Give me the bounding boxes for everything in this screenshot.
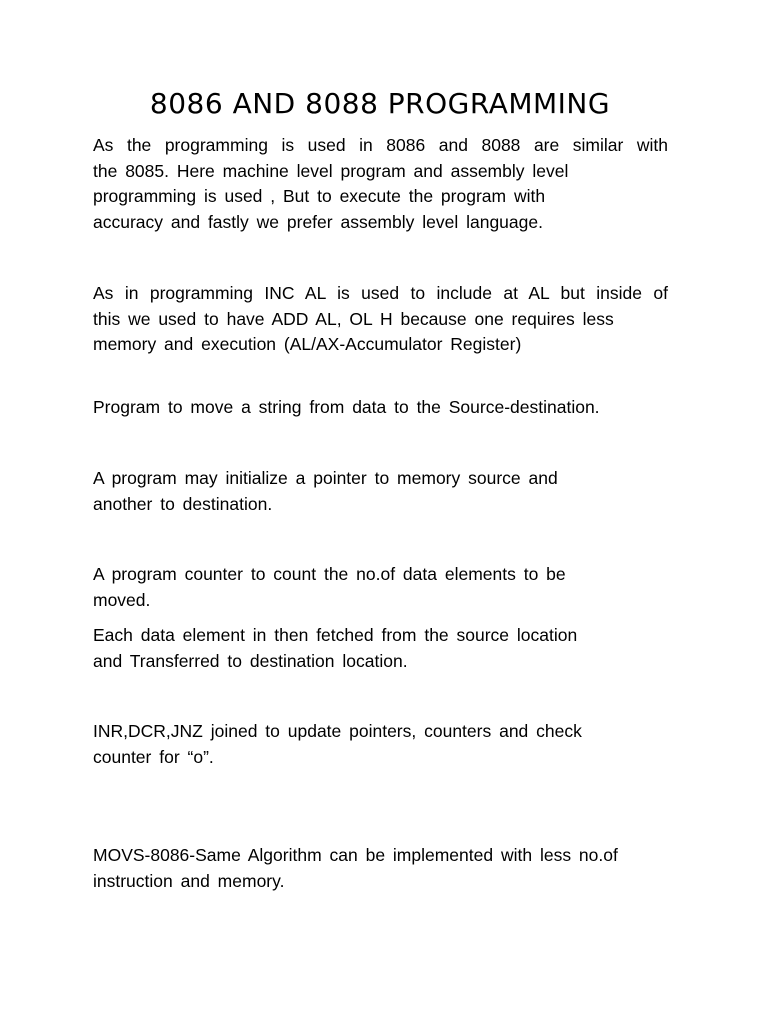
paragraph-line: memory and execution (AL/AX-Accumulator Register) xyxy=(93,334,522,355)
paragraph-line: Each data element in then fetched from the source location xyxy=(93,625,578,645)
page-title: 8086 AND 8088 PROGRAMMING xyxy=(149,87,611,120)
paragraph-inr-dcr-jnz xyxy=(93,719,668,770)
paragraph-counter xyxy=(93,562,668,613)
paragraph-line: instruction and memory. xyxy=(93,870,285,891)
paragraph-line: programming is used , But to execute the program with xyxy=(93,186,546,207)
paragraph-inc-al xyxy=(93,281,668,358)
paragraph-line: this we used to have ADD AL, OL H because one requires less xyxy=(93,308,614,329)
paragraph-line: As the programming is used in 8086 and 8088 are similar with xyxy=(93,135,668,155)
paragraph-line: counter for “o”. xyxy=(93,746,214,767)
paragraph-line: and Transferred to destination location. xyxy=(93,650,408,671)
paragraph-line: the 8085. Here machine level program and assembly level xyxy=(93,160,569,181)
paragraph-intro xyxy=(93,133,668,235)
paragraph-fetch xyxy=(93,623,668,674)
paragraph-line: accuracy and fastly we prefer assembly level language. xyxy=(93,211,543,232)
paragraph-line: Program to move a string from data to the Source-destination. xyxy=(93,397,600,417)
paragraph-line: moved. xyxy=(93,589,151,610)
paragraph-movs xyxy=(93,843,668,894)
paragraph-line: A program may initialize a pointer to memory source and xyxy=(93,468,558,488)
paragraph-line: A program counter to count the no.of data elements to be xyxy=(93,564,566,584)
paragraph-line: INR,DCR,JNZ joined to update pointers, counters and check xyxy=(93,721,582,741)
paragraph-pointer xyxy=(93,466,668,517)
paragraph-line: another to destination. xyxy=(93,493,273,514)
paragraph-move-string xyxy=(93,395,668,421)
paragraph-line: As in programming INC AL is used to include at AL but inside of xyxy=(93,283,668,303)
paragraph-line: MOVS-8086-Same Algorithm can be implemented with less no.of xyxy=(93,845,618,865)
